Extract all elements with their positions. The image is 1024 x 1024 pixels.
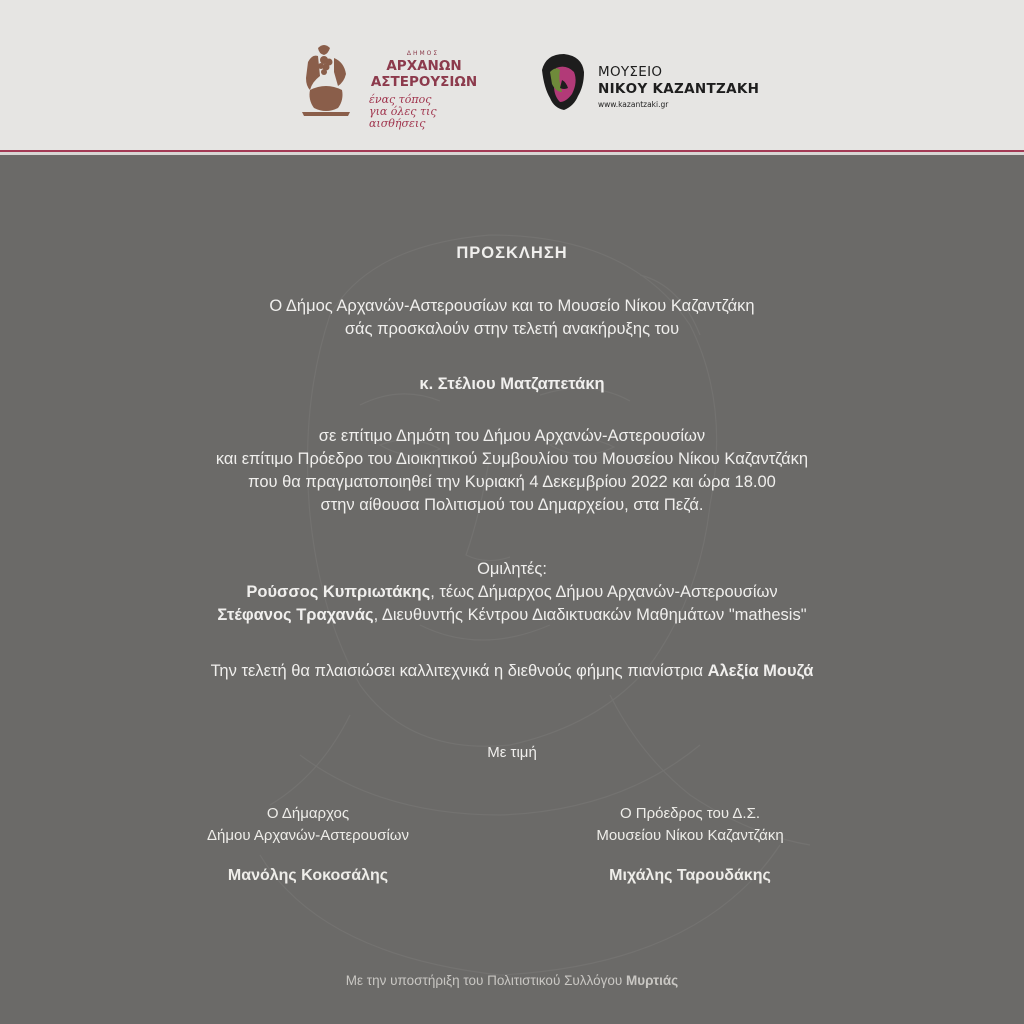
intro-line: σάς προσκαλούν στην τελετή ανακήρυξης του: [344, 320, 680, 338]
municipality-tagline-line1: ένας τόπος: [369, 93, 432, 106]
invitation-title: ΠΡΟΣΚΛΗΣΗ: [456, 244, 568, 262]
signature-title: Ο Πρόεδρος του Δ.Σ.: [619, 805, 761, 822]
details-line: στην αίθουσα Πολιτισμού του Δημαρχείου, στα Πεζά.: [320, 496, 704, 514]
municipality-name: [364, 58, 484, 90]
details-line: σε επίτιμο Δημότη του Δήμου Αρχανών-Αστερουσίων: [318, 427, 706, 445]
signature-name: Μιχάλης Ταρουδάκης: [609, 867, 771, 884]
details-line: που θα πραγματοποιηθεί την Κυριακή 4 Δεκεμβρίου 2022 και ώρα 18.00: [248, 473, 776, 491]
signature-title: Ο Δήμαρχος: [266, 805, 350, 822]
intro-line: Ο Δήμος Αρχανών-Αστερουσίων και το Μουσείο Νίκου Καζαντζάκη: [269, 297, 755, 315]
pianist-line: [0, 660, 1024, 683]
municipality-small-label: ΔΗΜΟΣ: [406, 50, 440, 57]
speakers-list: [0, 581, 1024, 627]
speaker-item: [0, 581, 1024, 604]
municipality-tagline: [369, 94, 488, 130]
closing-regards: Με τιμή: [487, 744, 537, 761]
speaker-name: Ρούσσος Κυπριωτάκης: [246, 583, 431, 601]
honoree-name: κ. Στέλιου Ματζαπετάκη: [419, 375, 605, 393]
signature-title: Δήμου Αρχανών-Αστερουσίων: [206, 827, 410, 844]
event-details: [0, 425, 1024, 517]
museum-logo-line1: ΜΟΥΣΕΙΟ: [598, 64, 663, 80]
museum-website: www.kazantzaki.gr: [598, 100, 669, 109]
speaker-role: , τέως Δήμαρχος Δήμου Αρχανών-Αστερουσίων: [430, 583, 778, 601]
signature-president: [520, 803, 860, 887]
speaker-name: Στέφανος Τραχανάς: [217, 606, 374, 624]
museum-logo-line2: ΝΙΚΟΥ ΚΑΖΑΝΤΖΑΚΗ: [598, 81, 760, 97]
grape-bearer-emblem-icon: [298, 40, 354, 116]
municipality-name-line1: ΑΡΧΑΝΩΝ: [386, 58, 462, 74]
museum-logo: [536, 50, 776, 116]
kazantzakis-portrait-icon: [536, 50, 588, 114]
details-line: και επίτιμο Πρόεδρο του Διοικητικού Συμβουλίου του Μουσείου Νίκου Καζαντζάκη: [215, 450, 809, 468]
municipality-tagline-line2: για όλες τις αισθήσεις: [369, 105, 437, 130]
pianist-name: Αλεξία Μουζά: [707, 662, 814, 680]
speaker-role: , Διευθυντής Κέντρου Διαδικτυακών Μαθημάτων "mathesis": [373, 606, 807, 624]
municipality-name-line2: ΑΣΤΕΡΟΥΣΙΩΝ: [370, 74, 478, 90]
speakers-heading: Ομιλητές:: [477, 560, 547, 578]
signature-name: Μανόλης Κοκοσάλης: [227, 867, 389, 884]
signature-mayor: [138, 803, 478, 887]
support-footer: [0, 973, 1024, 988]
speaker-item: [0, 604, 1024, 627]
footer-text: Με την υποστήριξη του Πολιτιστικού Συλλόγου: [345, 973, 627, 988]
header-band: [0, 0, 1024, 150]
footer-org: Μυρτιάς: [626, 973, 679, 988]
pianist-text: Την τελετή θα πλαισιώσει καλλιτεχνικά η διεθνούς φήμης πιανίστρια: [210, 662, 708, 680]
invitation-intro: [0, 295, 1024, 341]
municipality-logo: [298, 40, 488, 130]
signature-title: Μουσείου Νίκου Καζαντζάκη: [596, 827, 784, 844]
